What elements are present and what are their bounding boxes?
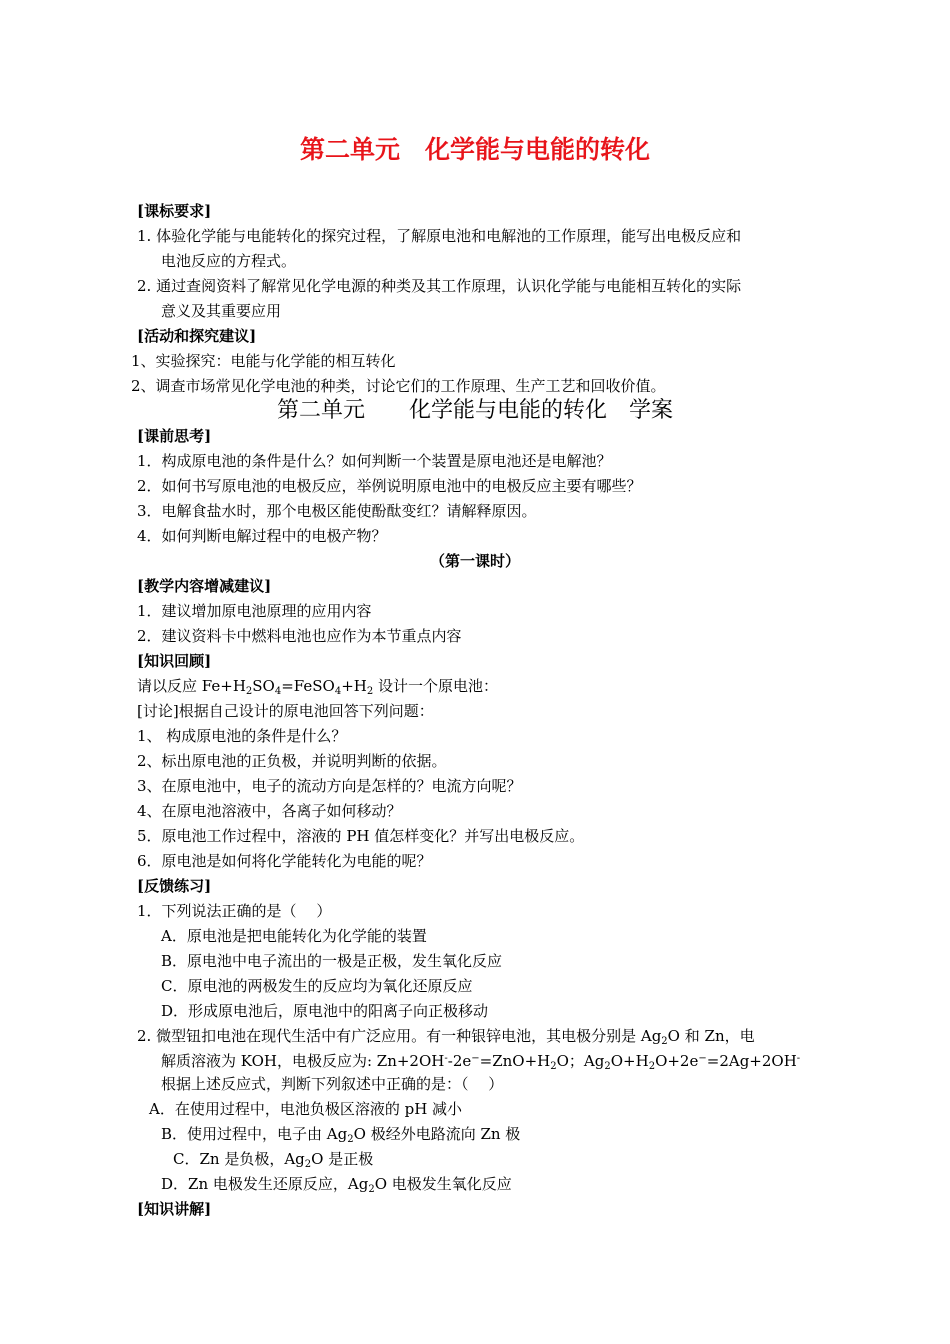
- practice-q1-option-d: D．形成原电池后，原电池中的阳离子向正极移动: [161, 1002, 489, 1020]
- activity-2: 2、调查市场常见化学电池的种类，讨论它们的工作原理、生产工艺和回收价值。: [131, 377, 666, 395]
- practice-q2-option-c: C．Zn 是负极，$Ag_2O$ 是正极: [173, 1150, 374, 1170]
- practice-q2-option-a: A．在使用过程中，电池负极区溶液的 pH 减小: [149, 1100, 463, 1118]
- requirement-1-line-1: 1. 体验化学能与电能转化的探究过程，了解原电池和电解池的工作原理，能写出电极反应和: [137, 227, 742, 245]
- study-title: 第二单元 化学能与电能的转化 学案: [276, 398, 673, 423]
- preview-question-1: 1．构成原电池的条件是什么？如何判断一个装置是原电池还是电解池？: [137, 452, 612, 470]
- preview-question-4: 4．如何判断电解过程中的电极产物？: [137, 527, 387, 545]
- preview-question-2: 2．如何书写原电池的电极反应，举例说明原电池中的电极反应主要有哪些？: [137, 477, 642, 495]
- review-heading: [知识回顾]: [137, 652, 212, 670]
- requirements-heading: [课标要求]: [137, 202, 212, 220]
- review-question-4: 4、在原电池溶液中，各离子如何移动？: [137, 802, 402, 820]
- preview-heading: [课前思考]: [137, 427, 212, 445]
- practice-question-2-line-1: 2. 微型钮扣电池在现代生活中有广泛应用。有一种银锌电池，其电极分别是 $Ag_2O$ 和 Zn，电: [137, 1027, 755, 1047]
- adjust-heading: [教学内容增减建议]: [137, 577, 272, 595]
- practice-q1-option-a: A．原电池是把电能转化为化学能的装置: [161, 927, 427, 945]
- activity-1: 1、实验探究：电能与化学能的相互转化: [131, 352, 396, 370]
- adjust-item-1: 1．建议增加原电池原理的应用内容: [137, 602, 372, 620]
- practice-question-2-line-2: 解质溶液为 KOH，电极反应为: $Zn+2OH^--2e^-=ZnO+H_2O$；$Ag_2O+H_2O+2e^-=2Ag+2OH^-$: [161, 1052, 801, 1072]
- lesson-label: （第一课时）: [429, 552, 520, 570]
- preview-question-3: 3．电解食盐水时，那个电极区能使酚酞变红？请解释原因。: [137, 502, 537, 520]
- practice-question-1: 1．下列说法正确的是（ ）: [137, 902, 332, 920]
- review-discuss: [讨论]根据自己设计的原电池回答下列问题：: [137, 702, 434, 720]
- review-design-line: 请以反应 $Fe+H_2SO_4=FeSO_4+H_2$ 设计一个原电池：: [137, 677, 499, 697]
- lecture-heading: [知识讲解]: [137, 1200, 212, 1218]
- adjust-item-2: 2．建议资料卡中燃料电池也应作为本节重点内容: [137, 627, 462, 645]
- practice-q2-option-d: D．Zn 电极发生还原反应，$Ag_2O$ 电极发生氧化反应: [161, 1175, 512, 1195]
- requirement-2-line-1: 2. 通过查阅资料了解常见化学电源的种类及其工作原理，认识化学能与电能相互转化的实际: [137, 277, 742, 295]
- practice-q1-option-c: C．原电池的两极发生的反应均为氧化还原反应: [161, 977, 473, 995]
- requirement-2-line-2: 意义及其重要应用: [161, 302, 282, 320]
- activities-heading: [活动和探究建议]: [137, 327, 257, 345]
- practice-q2-option-b: B．使用过程中，电子由 $Ag_2O$ 极经外电路流向 Zn 极: [161, 1125, 521, 1145]
- review-question-5: 5．原电池工作过程中，溶液的 PH 值怎样变化？并写出电极反应。: [137, 827, 585, 845]
- requirement-1-line-2: 电池反应的方程式。: [161, 252, 297, 270]
- review-question-6: 6．原电池是如何将化学能转化为电能的呢？: [137, 852, 432, 870]
- review-question-1: 1、 构成原电池的条件是什么？: [137, 727, 347, 745]
- practice-q1-option-b: B．原电池中电子流出的一极是正极，发生氧化反应: [161, 952, 503, 970]
- practice-question-2-line-3: 根据上述反应式，判断下列叙述中正确的是：（ ）: [161, 1075, 504, 1093]
- review-question-3: 3、在原电池中，电子的流动方向是怎样的？电流方向呢？: [137, 777, 522, 795]
- page-title: 第二单元 化学能与电能的转化: [299, 135, 650, 164]
- practice-heading: [反馈练习]: [137, 877, 212, 895]
- review-question-2: 2、标出原电池的正负极，并说明判断的依据。: [137, 752, 447, 770]
